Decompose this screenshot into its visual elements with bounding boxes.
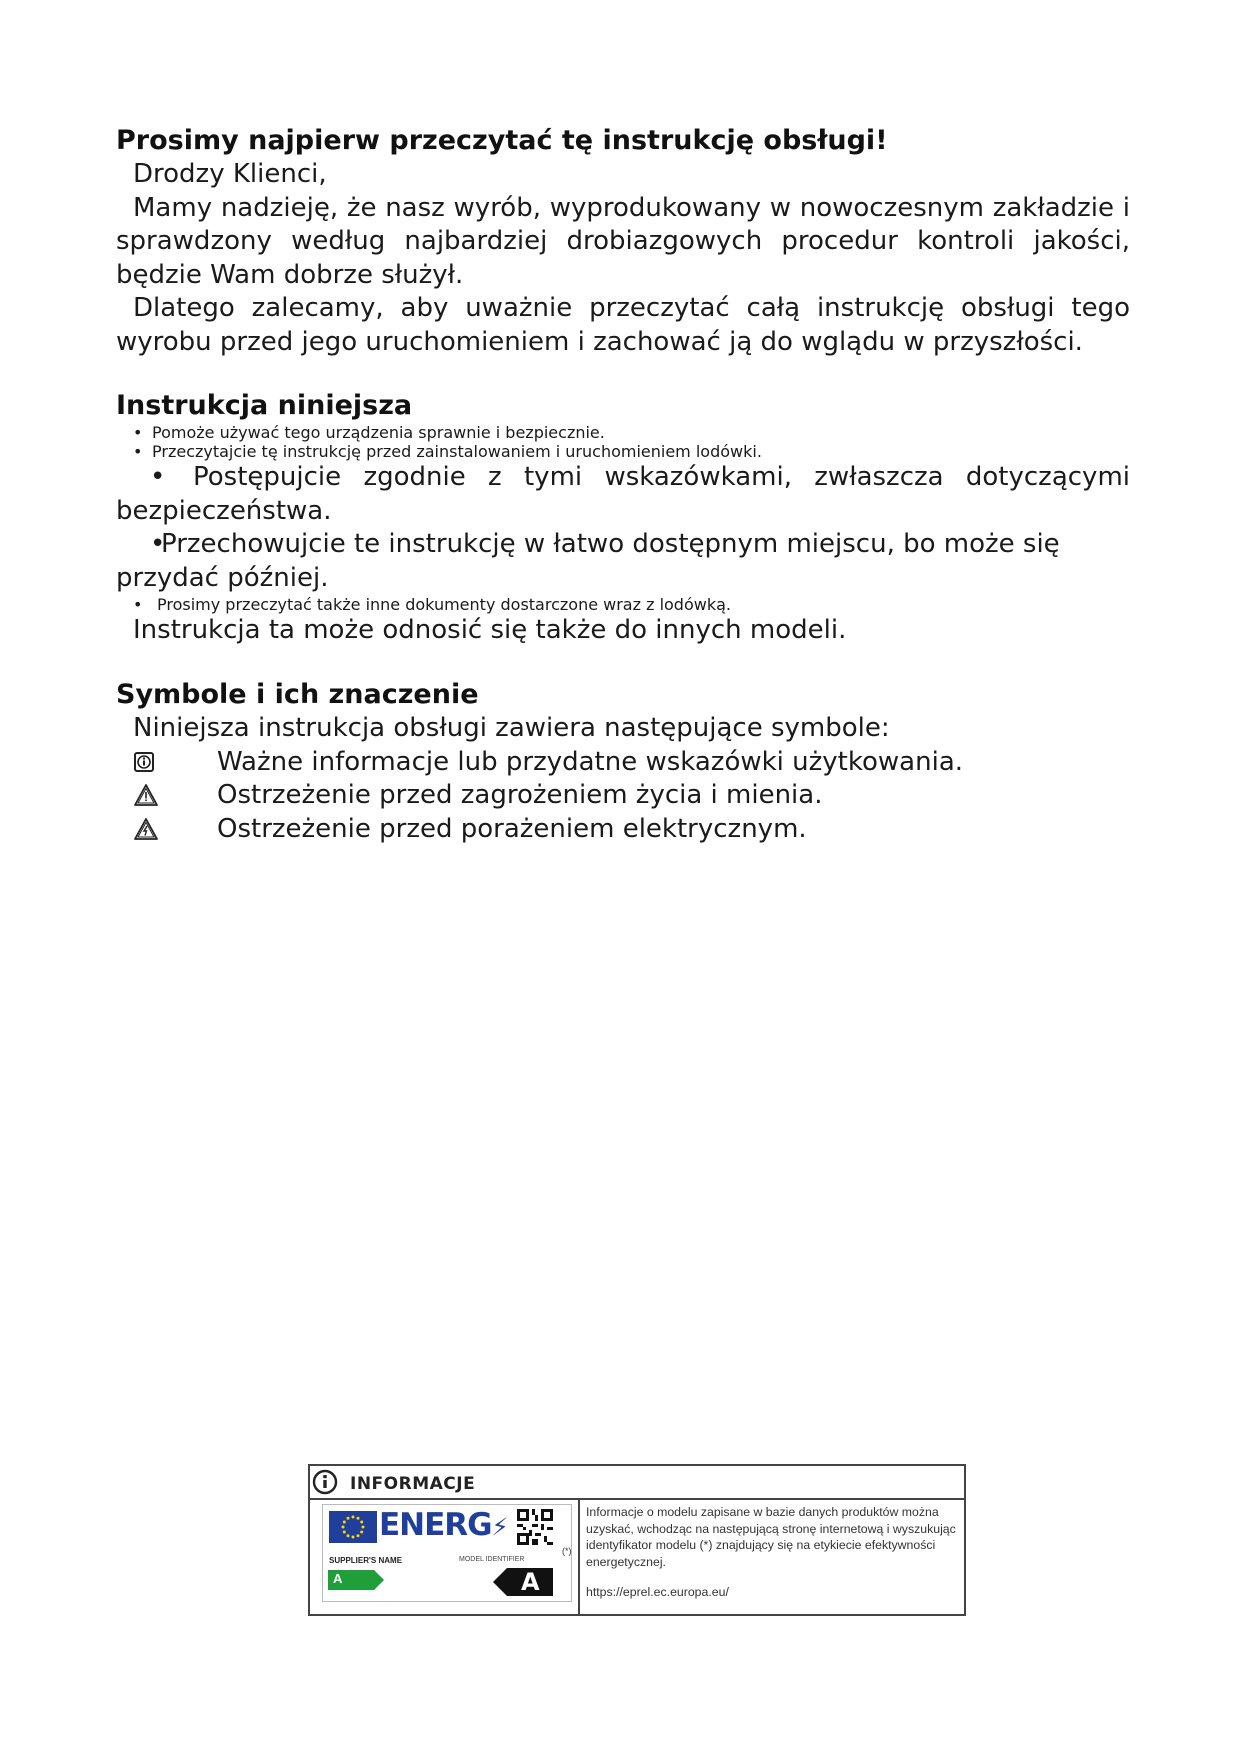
symbols-intro: Niniejsza instrukcja obsługi zawiera następujące symbole: xyxy=(133,712,890,743)
info-icon xyxy=(312,1469,338,1500)
content xyxy=(116,124,1130,846)
eu-flag-icon xyxy=(329,1511,377,1543)
energy-class-left: A xyxy=(333,1571,343,1586)
intro-paragraph-1: Mamy nadzieję, że nasz wyrób, wyprodukowany w nowoczesnym zakładzie i sprawdzony według najbardziej drobiazgowych procedur kontroli jakości, będzie Wam dobrze służył. xyxy=(116,192,1130,290)
information-title: INFORMACJE xyxy=(350,1474,476,1494)
energy-brand: ENERG⚡ xyxy=(379,1507,508,1543)
symbol-text: Ostrzeżenie przed zagrożeniem życia i mienia. xyxy=(217,780,823,811)
electric-warning-icon xyxy=(133,815,217,843)
energy-label xyxy=(322,1504,572,1602)
warning-icon xyxy=(133,781,217,809)
symbol-row xyxy=(116,812,1130,846)
model-asterisk: (*) xyxy=(562,1546,572,1556)
symbols-heading: Symbole i ich znaczenie xyxy=(116,678,479,710)
symbol-text: Ostrzeżenie przed porażeniem elektrycznym. xyxy=(217,813,807,844)
list-item: • Przeczytajcie tę instrukcję przed zainstalowaniem i uruchomieniem lodówki. xyxy=(133,442,762,461)
info-icon xyxy=(133,748,217,776)
manual-heading: Instrukcja niniejsza xyxy=(116,390,413,421)
symbol-row xyxy=(116,779,1130,813)
model-identifier: MODEL IDENTIFIER xyxy=(459,1556,525,1563)
information-description: Informacje o modelu zapisane w bazie danych produktów można uzyskać, wchodząc na następującą stronę internetową i wyszukując identyfikator modelu (*) znajdujący się na etykiecie efektywności energetycznej. xyxy=(586,1505,956,1569)
information-box xyxy=(308,1464,966,1616)
intro-paragraph-2: Dlatego zalecamy, aby uważnie przeczytać całą instrukcję obsługi tego wyrobu przed jego uruchomieniem i zachować ją do wglądu w przyszłości. xyxy=(116,293,1130,357)
intro-heading: Prosimy najpierw przeczytać tę instrukcję obsługi! xyxy=(116,125,888,156)
greeting: Drodzy Klienci, xyxy=(133,159,327,189)
information-header xyxy=(310,1466,964,1500)
symbol-row xyxy=(116,745,1130,779)
energy-label-cell xyxy=(310,1498,580,1614)
symbol-text: Ważne informacje lub przydatne wskazówki użytkowania. xyxy=(217,746,964,777)
energy-class-right: A xyxy=(521,1568,540,1596)
manual-note: Instrukcja ta może odnosić się także do innych modeli. xyxy=(133,615,847,645)
qr-code-icon xyxy=(517,1509,553,1550)
list-item: • Prosimy przeczytać także inne dokumenty dostarczone wraz z lodówką. xyxy=(133,595,731,614)
eprel-link[interactable]: https://eprel.ec.europa.eu/ xyxy=(586,1585,729,1599)
list-item: • Pomoże używać tego urządzenia sprawnie i bezpiecznie. xyxy=(133,423,605,442)
list-item: • Postępujcie zgodnie z tymi wskazówkami, zwłaszcza dotyczącymi bezpieczeństwa. xyxy=(116,462,1130,526)
list-item: •Przechowujcie te instrukcję w łatwo dostępnym miejscu, bo może się przydać później. xyxy=(116,529,1060,593)
supplier-name: SUPPLIER'S NAME xyxy=(329,1556,403,1565)
